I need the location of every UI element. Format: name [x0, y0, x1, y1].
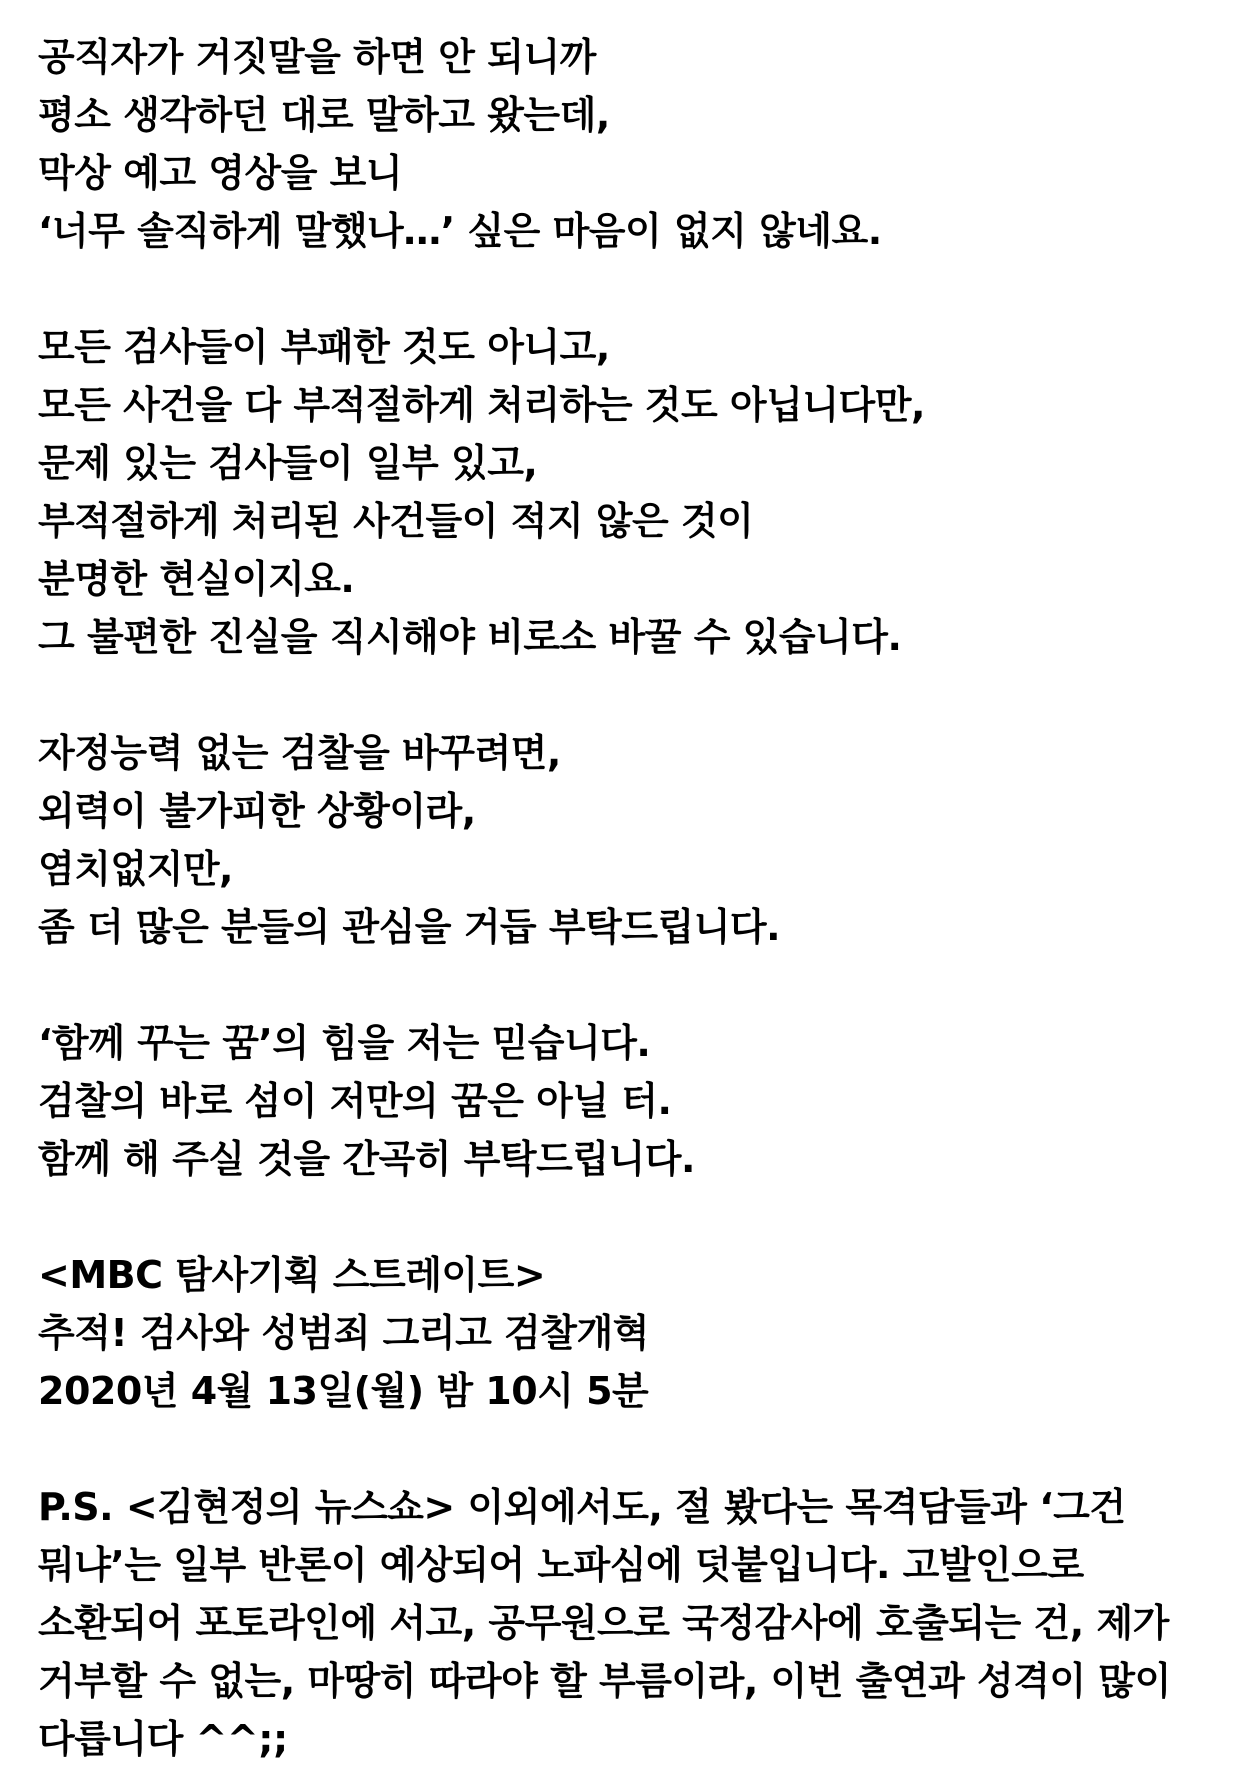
text-line: 염치없지만, [38, 847, 233, 891]
paragraph-3 [38, 724, 1208, 956]
text-line: 함께 해 주실 것을 간곡히 부탁드립니다. [38, 1137, 695, 1181]
paragraph-2 [38, 318, 1208, 666]
paragraph-gap [38, 1420, 1208, 1478]
text-line: 평소 생각하던 대로 말하고 왔는데, [38, 93, 610, 137]
text-line: ‘함께 꾸는 꿈’의 힘을 저는 믿습니다. [38, 1021, 651, 1065]
text-line: 좀 더 많은 분들의 관심을 거듭 부탁드립니다. [38, 905, 781, 949]
paragraph-4 [38, 1014, 1208, 1188]
paragraph-gap [38, 1188, 1208, 1246]
text-line: 문제 있는 검사들이 일부 있고, [38, 441, 538, 485]
text-line: 모든 검사들이 부패한 것도 아니고, [38, 325, 610, 369]
broadcast-info [38, 1246, 1208, 1420]
paragraph-gap [38, 666, 1208, 724]
air-date: 2020년 4월 13일(월) 밤 10시 5분 [38, 1369, 649, 1413]
text-line: 막상 예고 영상을 보니 [38, 151, 403, 195]
text-line: 공직자가 거짓말을 하면 안 되니까 [38, 35, 596, 79]
text-line: 분명한 현실이지요. [38, 557, 355, 601]
text-line: 모든 사건을 다 부적절하게 처리하는 것도 아닙니다만, [38, 383, 925, 427]
postscript: P.S. <김현정의 뉴스쇼> 이외에서도, 절 봤다는 목격담들과 ‘그건 뭐냐’는 일부 반론이 예상되어 노파심에 덧붙입니다. 고발인으로 소환되어 포토라인에 서고, 공무원으로 국정감사에 호출되는 건, 제가 거부할 수 없는, 마땅히 따라야 할 부름이라, 이번 출연과 성격이 많이 다릅니다 ^^;; [38, 1485, 1171, 1761]
text-line: ‘너무 솔직하게 말했나…’ 싶은 마음이 없지 않네요. [38, 209, 882, 253]
paragraph-gap [38, 956, 1208, 1014]
paragraph-gap [38, 260, 1208, 318]
text-line: 부적절하게 처리된 사건들이 적지 않은 것이 [38, 499, 754, 543]
text-line: 외력이 불가피한 상황이라, [38, 789, 476, 833]
text-line: 자정능력 없는 검찰을 바꾸려면, [38, 731, 561, 775]
program-title: <MBC 탐사기획 스트레이트> [38, 1253, 546, 1297]
text-line: 그 불편한 진실을 직시해야 비로소 바꿀 수 있습니다. [38, 615, 902, 659]
text-line: 검찰의 바로 섬이 저만의 꿈은 아닐 터. [38, 1079, 672, 1123]
paragraph-1 [38, 28, 1208, 260]
episode-title: 추적! 검사와 성범죄 그리고 검찰개혁 [38, 1311, 649, 1355]
post-body [38, 28, 1208, 1768]
